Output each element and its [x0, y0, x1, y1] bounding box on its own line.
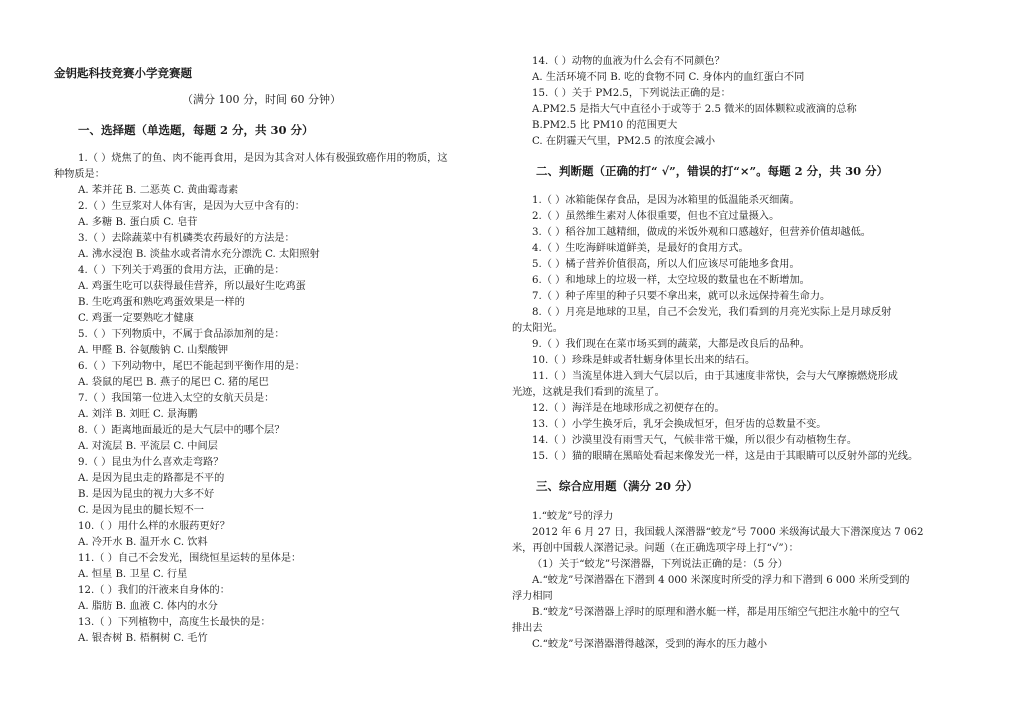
section-heading-judge: 二、判断题（正确的打“ √”，错误的打“×”。每题 2 分，共 30 分）: [536, 164, 889, 178]
option-line: A. 生活环境不同 B. 吃的食物不同 C. 身体内的血红蛋白不同: [532, 72, 805, 83]
option-line: C. 是因为昆虫的腿长短不一: [78, 505, 204, 516]
question-line: 种物质是：: [54, 169, 105, 180]
question-line: 5.（ ）下列物质中，不属于食品添加剂的是：: [78, 329, 285, 340]
question-line: 6.（ ）下列动物中，尾巴不能起到平衡作用的是：: [78, 361, 305, 372]
option-line: A. 恒星 B. 卫星 C. 行星: [78, 569, 188, 580]
judge-line: 5.（ ）橘子营养价值很高，所以人们应该尽可能地多食用。: [532, 259, 800, 270]
judge-line: 13.（ ）小学生换牙后，乳牙会换成恒牙，但牙齿的总数量不变。: [532, 419, 827, 430]
option-line: A. 刘洋 B. 刘旺 C. 景海鹏: [78, 409, 198, 420]
question-line: 13.（ ）下列植物中，高度生长最快的是：: [78, 617, 271, 628]
judge-line: 1.（ ）冰箱能保存食品，是因为冰箱里的低温能杀灭细菌。: [532, 195, 800, 206]
option-line: A. 甲醛 B. 谷氨酸钠 C. 山梨酸钾: [78, 345, 229, 356]
question-line: 14.（ ）动物的血液为什么会有不同颜色？: [532, 56, 725, 67]
option-line: C. 鸡蛋一定要熟吃才健康: [78, 313, 194, 324]
judge-line: 8.（ ）月亮是地球的卫星，自己不会发光，我们看到的月亮光实际上是月球反射: [532, 307, 892, 318]
judge-line: 15.（ ）猫的眼睛在黑暗处看起来像发光一样，这是由于其眼睛可以反射外部的光线。: [532, 451, 919, 462]
option-line: B. 生吃鸡蛋和熟吃鸡蛋效果是一样的: [78, 297, 245, 308]
application-line: B.“蛟龙”号深潜器上浮时的原理和潜水艇一样，都是用压缩空气把注水舱中的空气: [532, 607, 900, 618]
option-line: A. 对流层 B. 平流层 C. 中间层: [78, 441, 218, 452]
option-line: C. 在阴霾天气里，PM2.5 的浓度会减小: [532, 136, 716, 147]
option-line: A. 是因为昆虫走的路都是不平的: [78, 473, 225, 484]
judge-line: 光迹，这就是我们看到的流星了。: [512, 387, 665, 398]
application-line: 排出去: [512, 623, 543, 634]
option-line: A. 银杏树 B. 梧桐树 C. 毛竹: [78, 633, 208, 644]
exam-info: （满分 100 分，时间 60 分钟）: [182, 93, 341, 106]
question-line: 9.（ ）昆虫为什么喜欢走弯路？: [78, 457, 224, 468]
option-line: A. 沸水浸泡 B. 淡盐水或者清水充分漂洗 C. 太阳照射: [78, 249, 320, 260]
option-line: A. 苯并芘 B. 二恶英 C. 黄曲霉毒素: [78, 185, 239, 196]
judge-line: 12.（ ）海洋是在地球形成之初便存在的。: [532, 403, 725, 414]
option-line: A. 鸡蛋生吃可以获得最佳营养，所以最好生吃鸡蛋: [78, 281, 306, 292]
option-line: B. 是因为昆虫的视力大多不好: [78, 489, 215, 500]
option-line: A. 多糖 B. 蛋白质 C. 皂苷: [78, 217, 198, 228]
judge-line: 2.（ ）虽然维生素对人体很重要，但也不宜过量摄入。: [532, 211, 780, 222]
judge-line: 10.（ ）珍珠是蚌或者牡蛎身体里长出来的结石。: [532, 355, 756, 366]
judge-line: 7.（ ）种子库里的种子只要不拿出来，就可以永远保持着生命力。: [532, 291, 831, 302]
question-line: 12.（ ）我们的汗液来自身体的：: [78, 585, 230, 596]
judge-line: 6.（ ）和地球上的垃圾一样，太空垃圾的数量也在不断增加。: [532, 275, 810, 286]
question-line: 15.（ ）关于 PM2.5，下列说法正确的是：: [532, 88, 731, 99]
question-line: 3.（ ）去除蔬菜中有机磷类农药最好的方法是：: [78, 233, 295, 244]
option-line: A. 脂肪 B. 血液 C. 体内的水分: [78, 601, 218, 612]
question-line: 11.（ ）自己不会发光，围绕恒星运转的星体是：: [78, 553, 302, 564]
option-line: A.PM2.5 是指大气中直径小于或等于 2.5 微米的固体颗粒或液滴的总称: [532, 104, 857, 115]
judge-line: 4.（ ）生吃海鲜味道鲜美，是最好的食用方式。: [532, 243, 749, 254]
application-line: 浮力相同: [512, 591, 553, 602]
judge-line: 9.（ ）我们现在在菜市场买到的蔬菜，大都是改良后的品种。: [532, 339, 810, 350]
option-line: B.PM2.5 比 PM10 的范围更大: [532, 120, 678, 131]
application-line: A.“蛟龙”号深潜器在下潜到 4 000 米深度时所受的浮力和下潜到 6 000 米所受到的: [532, 575, 910, 586]
page-title: 金钥匙科技竞赛小学竞赛题: [54, 66, 192, 80]
application-line: （1）关于“蛟龙”号深潜器，下列说法正确的是：（5 分）: [532, 559, 788, 570]
judge-line: 14.（ ）沙漠里没有雨雪天气，气候非常干燥，所以很少有动植物生存。: [532, 435, 858, 446]
question-line: 4.（ ）下列关于鸡蛋的食用方法，正确的是：: [78, 265, 285, 276]
section-heading-choice: 一、选择题（单选题，每题 2 分，共 30 分）: [78, 123, 314, 137]
option-line: A. 袋鼠的尾巴 B. 燕子的尾巴 C. 猪的尾巴: [78, 377, 269, 388]
application-line: 1.“蛟龙”号的浮力: [532, 511, 614, 522]
application-line: 2012 年 6 月 27 日，我国载人深潜器“蛟龙”号 7000 米级海试最大下潜深度达 7 062: [532, 527, 924, 538]
question-line: 8.（ ）距离地面最近的是大气层中的哪个层？: [78, 425, 285, 436]
judge-line: 3.（ ）稻谷加工越精细，做成的米饭外观和口感越好，但营养价值却越低。: [532, 227, 871, 238]
judge-line: 11.（ ）当流星体进入到大气层以后，由于其速度非常快，会与大气摩擦燃烧形成: [532, 371, 898, 382]
option-line: A. 冷开水 B. 温开水 C. 饮料: [78, 537, 208, 548]
question-line: 1.（ ）烧焦了的鱼、肉不能再食用，是因为其含对人体有极强致癌作用的物质，这: [78, 153, 448, 164]
question-line: 7.（ ）我国第一位进入太空的女航天员是：: [78, 393, 275, 404]
application-line: 米，再创中国载人深潜记录。问题（在正确选项字母上打“√”）：: [512, 543, 799, 554]
judge-line: 的太阳光。: [512, 323, 563, 334]
question-line: 10.（ ）用什么样的水服药更好？: [78, 521, 230, 532]
question-line: 2.（ ）生豆浆对人体有害，是因为大豆中含有的：: [78, 201, 305, 212]
section-heading-application: 三、综合应用题（满分 20 分）: [536, 479, 699, 493]
application-line: C.“蛟龙”号深潜器潜得越深，受到的海水的压力越小: [532, 639, 768, 650]
